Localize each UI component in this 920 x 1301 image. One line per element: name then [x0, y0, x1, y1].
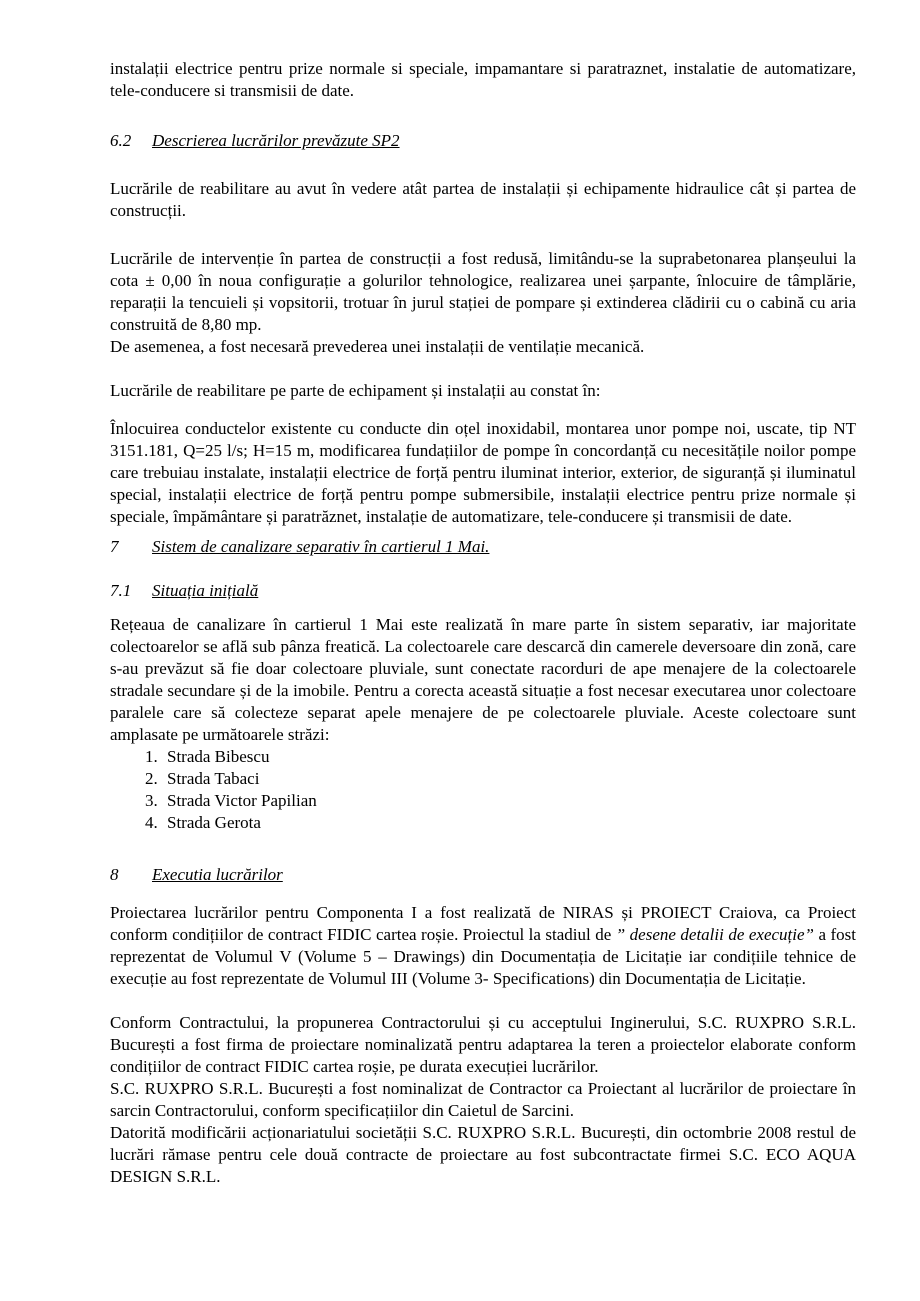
- paragraph: Conform Contractului, la propunerea Contractorului și cu acceptului Inginerului, S.C. RUXPRO S.R.L. București a fost firma de proiectare nominalizată pentru adaptarea la teren a proiectelor elaborate conform condițiilor de contract FIDIC cartea roșie, pe durata execuției lucrărilor.: [110, 1013, 856, 1076]
- list-item: [110, 768, 856, 790]
- list-item: [110, 812, 856, 834]
- list-item-label: Strada Tabaci: [167, 769, 260, 788]
- street-list: [110, 746, 856, 834]
- section-title: Sistem de canalizare separativ în cartierul 1 Mai.: [152, 537, 490, 556]
- section-number: 6.2: [110, 131, 132, 150]
- section-heading-6-2: [110, 130, 856, 152]
- paragraph: [110, 902, 856, 990]
- paragraph: Lucrările de intervenție în partea de construcții a fost redusă, limitându-se la suprabetonarea planșeului la cota ± 0,00 în noua configurație a golurilor tehnologice, realizarea unei șarpante, înlocuire de tâmplărie, reparații la tencuieli și vopsitorii, trotuar în jurul stației de pompare și extinderea clădirii cu o cabină cu aria construită de 8,80 mp.: [110, 249, 856, 334]
- list-item-label: Strada Victor Papilian: [167, 791, 317, 810]
- paragraph: S.C. RUXPRO S.R.L. București a fost nominalizat de Contractor ca Proiectant al lucrărilor de proiectare în sarcin Contractorului, conform specificațiilor din Caietul de Sarcini.: [110, 1079, 856, 1120]
- paragraph: Lucrările de reabilitare au avut în vedere atât partea de instalații și echipamente hidraulice cât și partea de construcții.: [110, 179, 856, 220]
- section-number: 7: [110, 537, 119, 556]
- list-item-label: Strada Bibescu: [167, 747, 270, 766]
- list-item-number: 2.: [145, 769, 158, 788]
- section-number: 8: [110, 865, 119, 884]
- section-title: Situația inițială: [152, 581, 259, 600]
- paragraph-text: Proiectarea lucrărilor pentru Componenta I a fost realizată de NIRAS și PROIECT Craiova, ca Proiect conform condițiilor de contract FIDIC cartea roșie. Proiectul la stadiul de: [110, 903, 856, 944]
- list-item: [110, 790, 856, 812]
- section-number: 7.1: [110, 581, 132, 600]
- paragraph: De asemenea, a fost necesară prevederea unei instalații de ventilație mecanică.: [110, 337, 645, 356]
- section-heading-7: [110, 536, 856, 558]
- section-title: Executia lucrărilor: [152, 865, 283, 884]
- quoted-phrase: ” desene detalii de execuție”: [615, 925, 814, 944]
- list-item-number: 3.: [145, 791, 158, 810]
- section-heading-8: [110, 864, 856, 886]
- paragraph: Rețeaua de canalizare în cartierul 1 Mai este realizată în mare parte în sistem separativ, iar majoritate colectoarelor se află sub pânza freatică. La colectoarele care descarcă din camerele deversoare din zonă, care s-au prevăzut să fie doar colectoare pluviale, sunt conectate racorduri de ape menajere de la colectoarele stradale secundare și de la imobile. Pentru a corecta această situație a fost necesar executarea unor colectoare paralele care să colecteze separat apele menajere de pe colectoarele pluviale. Aceste colectoare sunt amplasate pe următoarele străzi:: [110, 615, 856, 744]
- section-heading-7-1: [110, 580, 856, 602]
- list-item: [110, 746, 856, 768]
- paragraph-text: a fost reprezentat de Volumul V (Volume 5 – Drawings) din Documentația de Licitație iar condițiile tehnice de execuție au fost reprezentate de Volumul III (Volume 3- Specifications) din Documentația de Licitație.: [110, 925, 856, 988]
- list-item-number: 4.: [145, 813, 158, 832]
- list-item-number: 1.: [145, 747, 158, 766]
- paragraph: Lucrările de reabilitare pe parte de echipament și instalații au constat în:: [110, 381, 601, 400]
- paragraph: Înlocuirea conductelor existente cu conducte din oțel inoxidabil, montarea unor pompe noi, uscate, tip NT 3151.181, Q=25 l/s; H=15 m, modificarea fundațiilor de pompe în concordanță cu necesitățile noilor pompe care trebuiau instalate, instalații electrice de forță pentru iluminat interior, exterior, de siguranță și iluminatul special, instalații electrice de forță pentru pompe submersibile, instalații electrice pentru prize normale și speciale, împământare și paratrăznet, instalație de automatizare, tele-conducere și transmisii de date.: [110, 419, 856, 526]
- paragraph: Datorită modificării acționariatului societății S.C. RUXPRO S.R.L. București, din octombrie 2008 restul de lucrări rămase pentru cele două contracte de proiectare au fost subcontractate firmei S.C. ECO AQUA DESIGN S.R.L.: [110, 1123, 856, 1186]
- section-title: Descrierea lucrărilor prevăzute SP2: [152, 131, 400, 150]
- list-item-label: Strada Gerota: [167, 813, 261, 832]
- paragraph-lead: instalații electrice pentru prize normale si speciale, impamantare si paratraznet, instalatie de automatizare, tele-conducere si transmisii de date.: [110, 59, 856, 100]
